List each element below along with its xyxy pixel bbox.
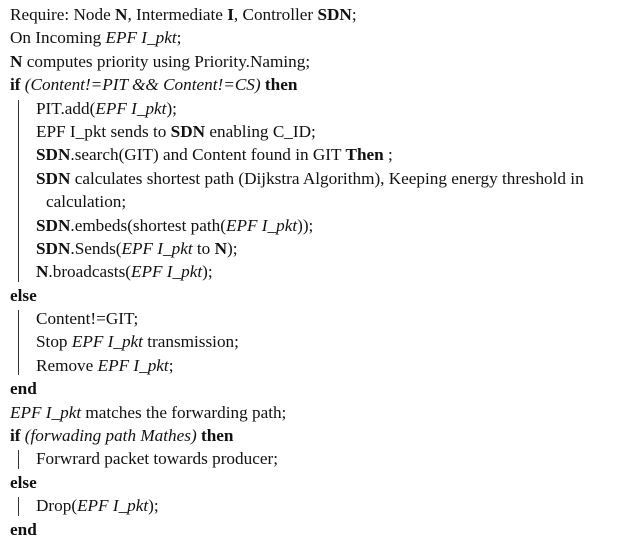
algorithm-line — [36, 237, 622, 260]
line-segment: EPF I_pkt — [121, 238, 193, 258]
algorithm-line — [36, 143, 622, 166]
line-segment: if — [10, 426, 21, 446]
line-segment: N — [36, 262, 49, 282]
line-segment: matches the forwarding path; — [81, 402, 287, 422]
line-segment: Require: Node — [10, 5, 116, 24]
line-segment: then — [260, 75, 298, 95]
line-segment: calculates shortest path (Dijkstra Algorithm), Keeping energy threshold in — [70, 168, 584, 188]
line-segment: SDN — [36, 145, 71, 165]
end-keyword: end — [10, 519, 37, 539]
algorithm-line — [36, 97, 622, 120]
algorithm-listing — [10, 3, 622, 541]
line-segment: Drop( — [36, 496, 78, 516]
line-segment: SDN — [317, 5, 352, 24]
line-segment: EPF I_pkt — [10, 402, 82, 422]
line-segment: .search(GIT) and Content found in GIT — [70, 145, 346, 165]
algorithm-line — [10, 424, 622, 447]
line-segment: ); — [202, 262, 213, 282]
if-block-content-check-then — [10, 97, 622, 284]
line-segment: ); — [226, 238, 238, 258]
end-keyword: end — [10, 379, 37, 399]
algorithm-line — [10, 26, 622, 49]
line-segment: , Intermediate — [127, 5, 228, 24]
line-segment: (Content!=PIT && Content!=CS) — [20, 75, 261, 95]
line-segment: ; — [351, 5, 357, 24]
line-segment: On Incoming — [10, 28, 106, 48]
line-segment: N — [10, 51, 23, 71]
line-segment: ); — [148, 496, 159, 516]
line-segment: .Sends( — [70, 238, 122, 258]
algorithm-line — [36, 494, 622, 517]
algorithm-preamble — [10, 3, 622, 97]
forwarding-check — [10, 401, 622, 448]
line-segment: to — [192, 238, 215, 258]
line-segment: ); — [166, 98, 177, 118]
line-segment: Content!=GIT; — [36, 309, 139, 329]
algorithm-line — [36, 447, 622, 470]
line-segment: EPF I_pkt — [105, 28, 177, 48]
algorithm-line — [10, 3, 622, 26]
else-keyword: else — [10, 285, 37, 305]
algorithm-line — [36, 120, 622, 143]
algorithm-line — [10, 401, 622, 424]
line-segment: SDN — [36, 238, 71, 258]
algorithm-line — [36, 260, 622, 283]
line-segment: SDN — [36, 168, 71, 188]
line-segment: EPF I_pkt sends to — [36, 121, 171, 141]
algorithm-line — [36, 354, 622, 377]
line-segment: ; — [176, 28, 182, 48]
line-segment: (forwading path Mathes) — [20, 426, 197, 446]
algorithm-line — [36, 330, 622, 353]
line-segment: transmission; — [142, 332, 239, 352]
line-segment: Stop — [36, 332, 72, 352]
line-segment: EPF I_pkt — [226, 215, 298, 235]
line-segment: N — [115, 5, 128, 24]
line-segment: .broadcasts( — [48, 262, 131, 282]
line-segment: EPF I_pkt — [97, 355, 169, 375]
if-block-forwarding-then — [10, 447, 622, 470]
algorithm-line — [36, 307, 622, 330]
algorithm-line — [10, 50, 622, 73]
line-segment: )); — [297, 215, 314, 235]
algorithm-line — [36, 167, 622, 190]
line-segment: Remove — [36, 355, 98, 375]
line-segment: ; — [383, 145, 393, 165]
algorithm-line — [10, 73, 622, 96]
line-segment: calculation; — [46, 192, 127, 212]
line-segment: SDN — [170, 121, 206, 141]
line-segment: enabling C_ID; — [205, 121, 316, 141]
if-block-forwarding-else — [10, 494, 622, 517]
line-segment: Forwrard packet towards producer; — [36, 449, 278, 469]
line-segment: ; — [168, 355, 174, 375]
else-keyword: else — [10, 472, 37, 492]
line-segment: Then — [345, 145, 384, 165]
line-segment: N — [214, 238, 227, 258]
line-segment: if — [10, 75, 21, 95]
algorithm-line — [36, 214, 622, 237]
algorithm-line — [36, 190, 622, 213]
line-segment: EPF I_pkt — [131, 262, 203, 282]
line-segment: EPF I_pkt — [71, 332, 143, 352]
line-segment: I — [227, 5, 234, 24]
line-segment: , Controller — [233, 5, 318, 24]
line-segment: EPF I_pkt — [77, 496, 149, 516]
line-segment: SDN — [36, 215, 71, 235]
line-segment: EPF I_pkt — [95, 98, 167, 118]
line-segment: PIT.add( — [36, 98, 96, 118]
line-segment: then — [196, 426, 234, 446]
if-block-content-check-else — [10, 307, 622, 377]
line-segment: computes priority using Priority.Naming; — [22, 51, 311, 71]
line-segment: .embeds(shortest path( — [70, 215, 226, 235]
